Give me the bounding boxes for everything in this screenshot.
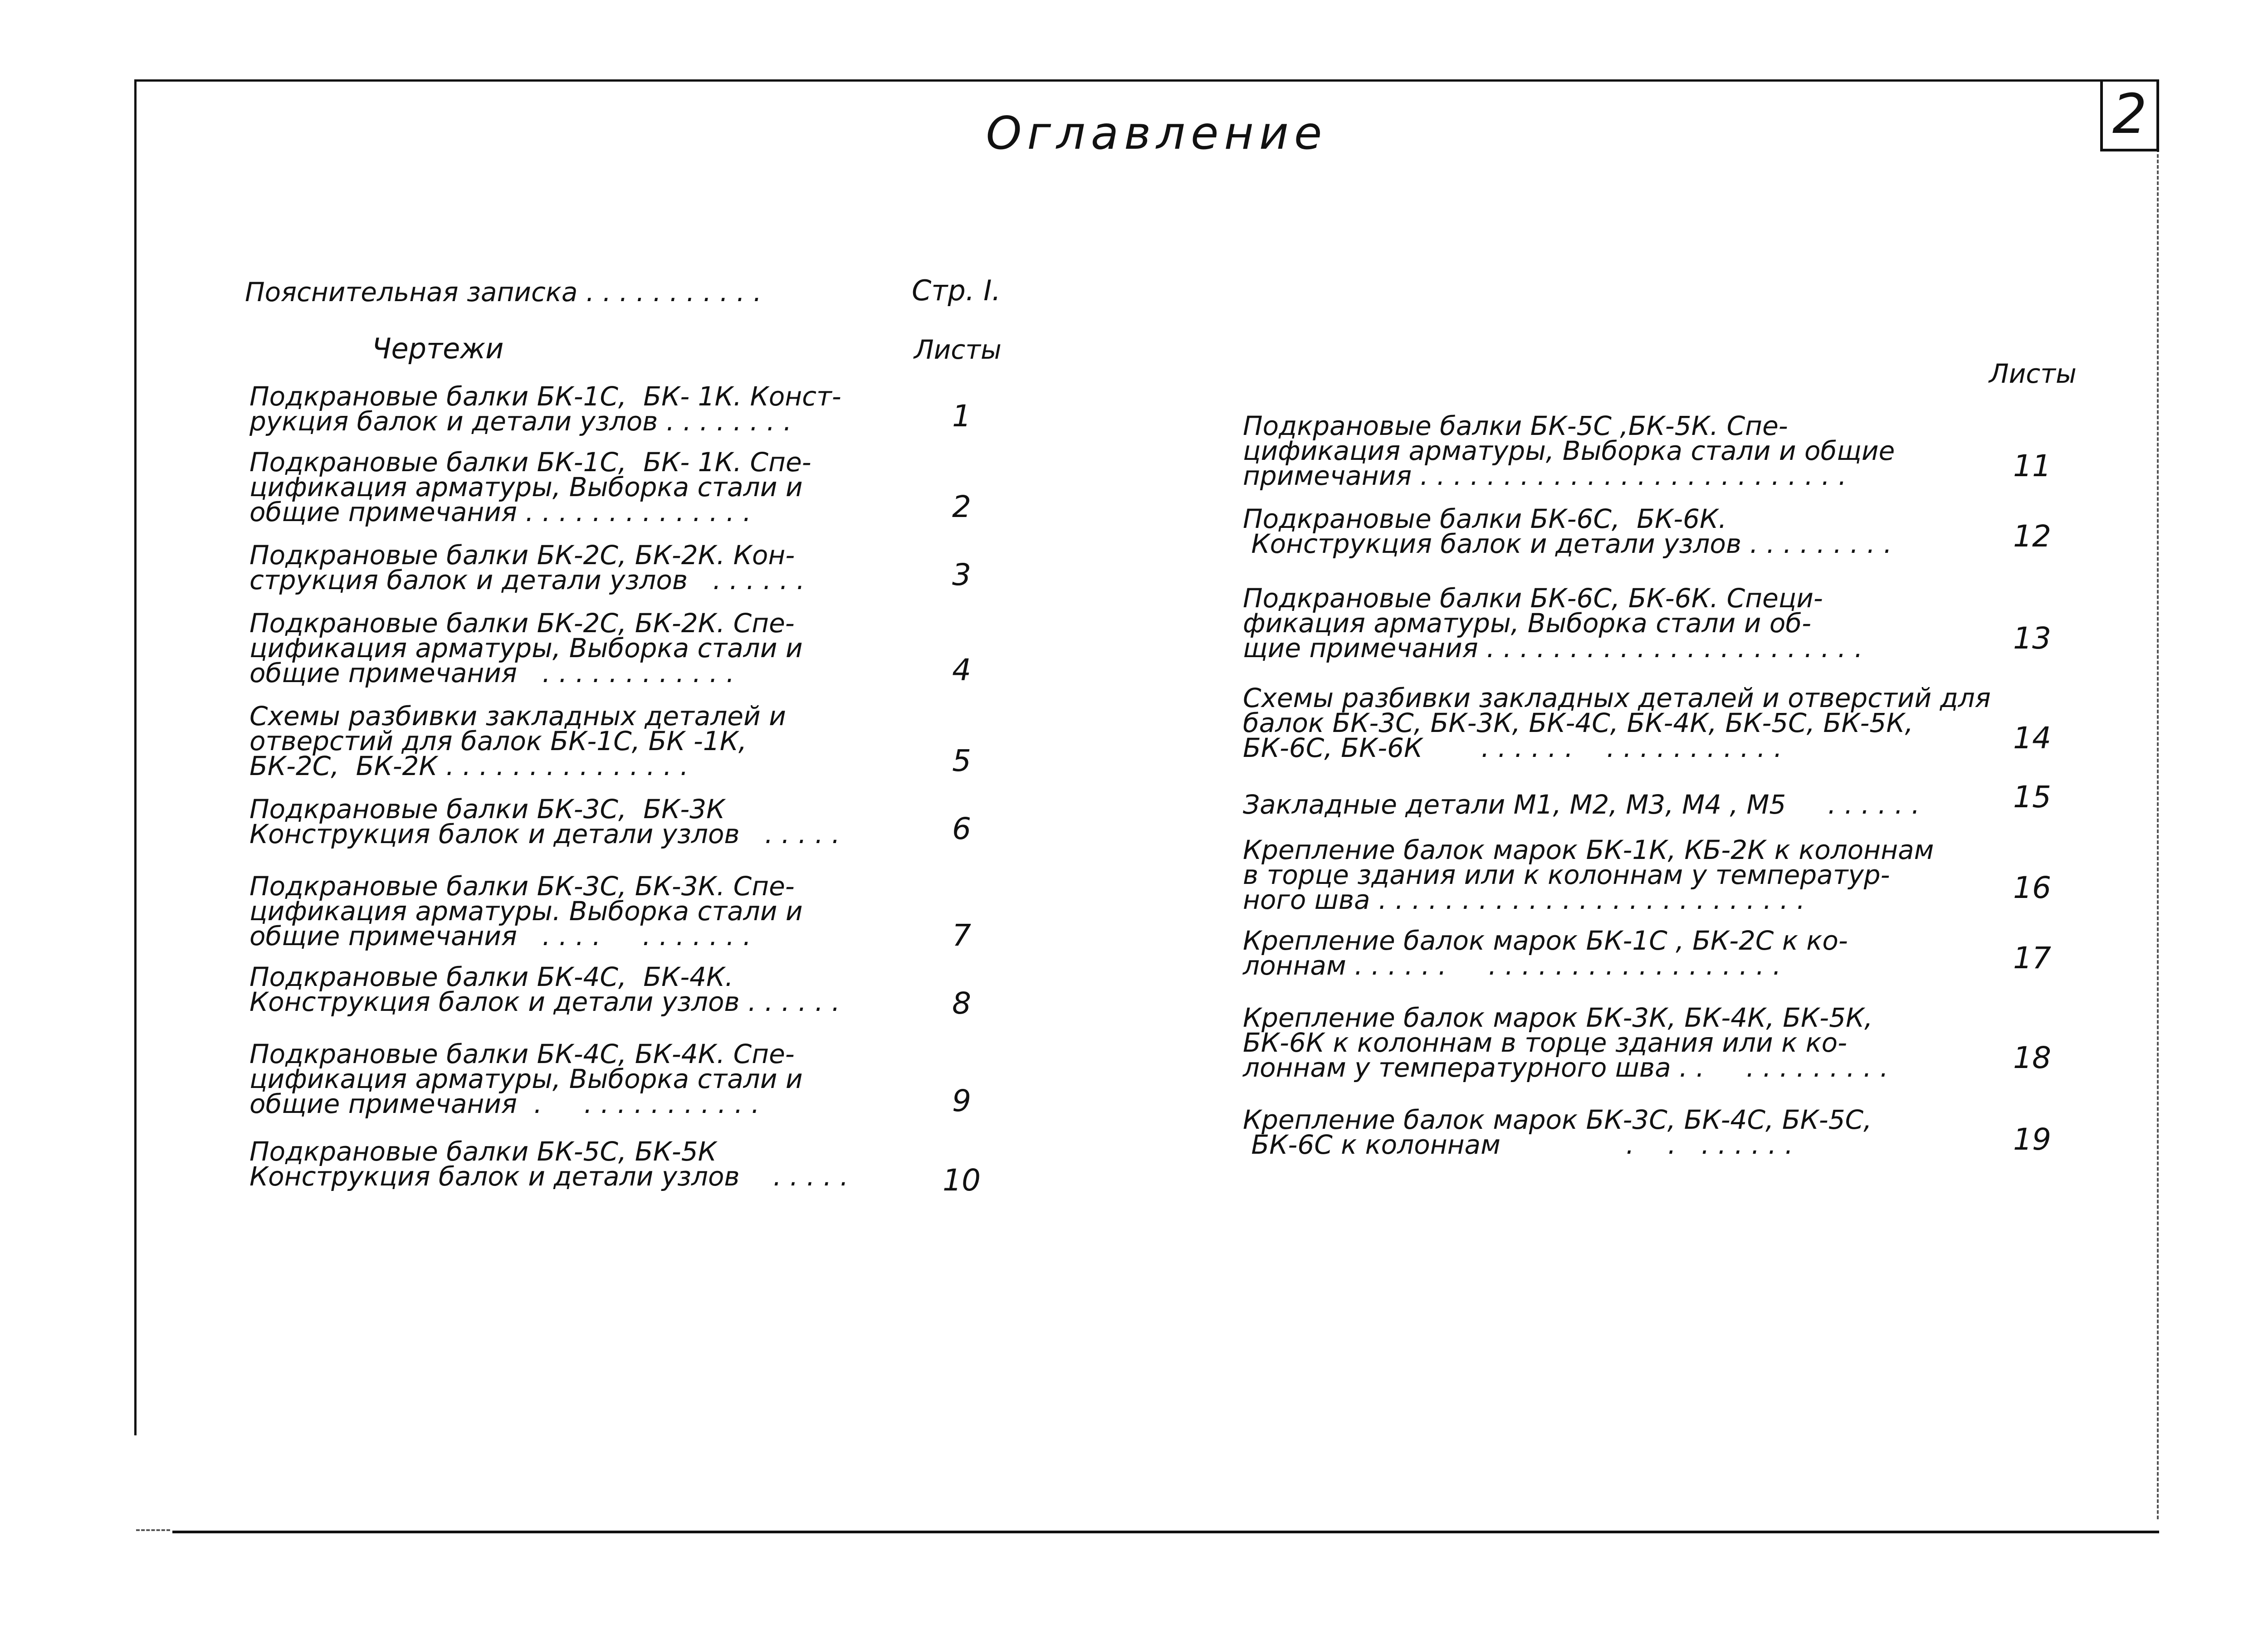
intro-label: Пояснительная записка . . . . . . . . . . . <box>245 277 762 307</box>
toc-entry-line: цификация арматуры. Выборка стали и <box>249 896 803 927</box>
toc-entry-line: Подкрановые балки БК-6С, БК-6К. <box>1243 503 1727 534</box>
toc-sheet-number: 4 <box>952 653 971 688</box>
frame-right-dashed-border <box>2157 154 2159 1519</box>
toc-entry-line: балок БК-3С, БК-3К, БК-4С, БК-4К, БК-5С, БК-5К, <box>1243 707 1913 738</box>
toc-sheet-number: 18 <box>2013 1040 2051 1075</box>
toc-sheet-number: 14 <box>2013 721 2051 756</box>
toc-entry-line: фикация арматуры, Выборка стали и об- <box>1243 608 1812 639</box>
toc-entry-line: общие примечания . . . . . . . . . . . <box>249 921 752 951</box>
toc-sheet-number: 17 <box>2013 941 2051 976</box>
toc-entry-line: Подкрановые балки БК-2С, БК-2К. Кон- <box>249 540 795 571</box>
toc-entry-line: отверстий для балок БК-1С, БК -1К, <box>249 726 747 756</box>
toc-entry-line: Подкрановые балки БК-3С, БК-3К. Спе- <box>249 871 795 902</box>
toc-entry-line: Конструкция балок и детали узлов . . . . . . . . . <box>1243 528 1892 559</box>
toc-entry-line: цификация арматуры, Выборка стали и <box>249 472 803 502</box>
toc-entry-line: в торце здания или к колоннам у температур- <box>1243 859 1890 890</box>
left-sheets-header: Листы <box>914 334 1002 365</box>
frame-bottom-dashed-border <box>136 1529 170 1531</box>
toc-sheet-number: 13 <box>2013 621 2051 656</box>
toc-sheet-number: 5 <box>952 743 971 778</box>
toc-entry-line: БК-6К к колоннам в торце здания или к ко- <box>1243 1027 1848 1058</box>
sheet-number-box: 2 <box>2100 81 2159 151</box>
right-sheets-header: Листы <box>1989 358 2077 389</box>
toc-entry-line: БК-2С, БК-2К . . . . . . . . . . . . . . . <box>249 751 689 781</box>
toc-sheet-number: 11 <box>2013 449 2051 483</box>
toc-sheet-number: 8 <box>952 986 971 1021</box>
toc-entry-line: Подкрановые балки БК-1С, БК- 1К. Спе- <box>249 447 811 478</box>
toc-entry-line: Конструкция балок и детали узлов . . . . . <box>249 819 840 849</box>
toc-sheet-number: 6 <box>952 811 971 846</box>
toc-entry-line: Крепление балок марок БК-1К, КБ-2К к колоннам <box>1243 834 1934 865</box>
toc-sheet-number: 10 <box>943 1163 981 1198</box>
toc-entry-line: Подкрановые балки БК-5С ,БК-5К. Спе- <box>1243 410 1788 441</box>
toc-entry-line: Крепление балок марок БК-3С, БК-4С, БК-5С, <box>1243 1104 1872 1135</box>
toc-entry-line: БК-6С, БК-6К . . . . . . . . . . . . . . . . . <box>1243 732 1782 763</box>
toc-sheet-number: 16 <box>2013 870 2051 905</box>
toc-entry-line: Подкрановые балки БК-4С, БК-4К. <box>249 961 733 992</box>
toc-entry-line: Конструкция балок и детали узлов . . . . . <box>249 1161 849 1192</box>
toc-entry-line: Схемы разбивки закладных деталей и отверстий для <box>1243 683 1991 713</box>
toc-entry-line: цификация арматуры, Выборка стали и общие <box>1243 435 1895 466</box>
toc-sheet-number: 19 <box>2013 1122 2051 1157</box>
frame-bottom-border <box>172 1531 2159 1533</box>
intro-page-ref: Стр. I. <box>912 274 1001 307</box>
toc-entry-line: лоннам . . . . . . . . . . . . . . . . . . . . . . . . <box>1243 950 1781 981</box>
toc-entry-line: БК-6С к колоннам . . . . . . . . <box>1243 1129 1794 1160</box>
toc-sheet-number: 7 <box>952 918 971 953</box>
toc-entry-line: Схемы разбивки закладных деталей и <box>249 701 786 732</box>
toc-entry-line: Конструкция балок и детали узлов . . . . . . <box>249 986 840 1017</box>
toc-entry-line: Крепление балок марок БК-1С , БК-2С к ко- <box>1243 925 1848 956</box>
toc-sheet-number: 2 <box>952 489 971 524</box>
toc-entry-line: рукция балок и детали узлов . . . . . . . . <box>249 406 792 437</box>
toc-entry-line: Закладные детали М1, М2, М3, М4 , М5 . . . . . . <box>1243 789 1920 820</box>
page-title: Оглавление <box>986 107 1328 160</box>
toc-entry-line: Подкрановые балки БК-2С, БК-2К. Спе- <box>249 608 795 639</box>
drawings-header: Чертежи <box>372 332 504 365</box>
toc-entry-line: общие примечания . . . . . . . . . . . . <box>249 658 735 688</box>
frame-left-border <box>134 79 137 1435</box>
toc-entry-line: Подкрановые балки БК-1С, БК- 1К. Конст- <box>249 381 841 412</box>
toc-sheet-number: 3 <box>952 557 971 592</box>
toc-entry-line: цификация арматуры, Выборка стали и <box>249 1063 803 1094</box>
toc-sheet-number: 9 <box>952 1083 971 1118</box>
toc-sheet-number: 15 <box>2013 780 2051 815</box>
toc-entry-line: примечания . . . . . . . . . . . . . . . . . . . . . . . . . . <box>1243 460 1847 491</box>
toc-entry-line: струкция балок и детали узлов . . . . . . <box>249 565 805 595</box>
toc-entry-line: Подкрановые балки БК-4С, БК-4К. Спе- <box>249 1039 795 1069</box>
toc-entry-line: щие примечания . . . . . . . . . . . . . . . . . . . . . . . <box>1243 633 1863 663</box>
frame-top-border <box>136 79 2159 82</box>
toc-entry-line: лоннам у температурного шва . . . . . . . . . . . <box>1243 1052 1888 1083</box>
toc-entry-line: цификация арматуры, Выборка стали и <box>249 633 803 663</box>
toc-sheet-number: 1 <box>952 399 971 434</box>
toc-entry-line: общие примечания . . . . . . . . . . . . <box>249 1088 760 1119</box>
toc-entry-line: Подкрановые балки БК-5С, БК-5К <box>249 1136 717 1167</box>
toc-entry-line: общие примечания . . . . . . . . . . . . . . <box>249 497 752 527</box>
toc-entry-line: Подкрановые балки БК-3С, БК-3К <box>249 794 725 824</box>
toc-entry-line: ного шва . . . . . . . . . . . . . . . . . . . . . . . . . . <box>1243 884 1805 915</box>
toc-sheet-number: 12 <box>2013 519 2051 554</box>
toc-entry-line: Подкрановые балки БК-6С, БК-6К. Специ- <box>1243 583 1823 614</box>
toc-entry-line: Крепление балок марок БК-3К, БК-4К, БК-5К, <box>1243 1002 1873 1033</box>
